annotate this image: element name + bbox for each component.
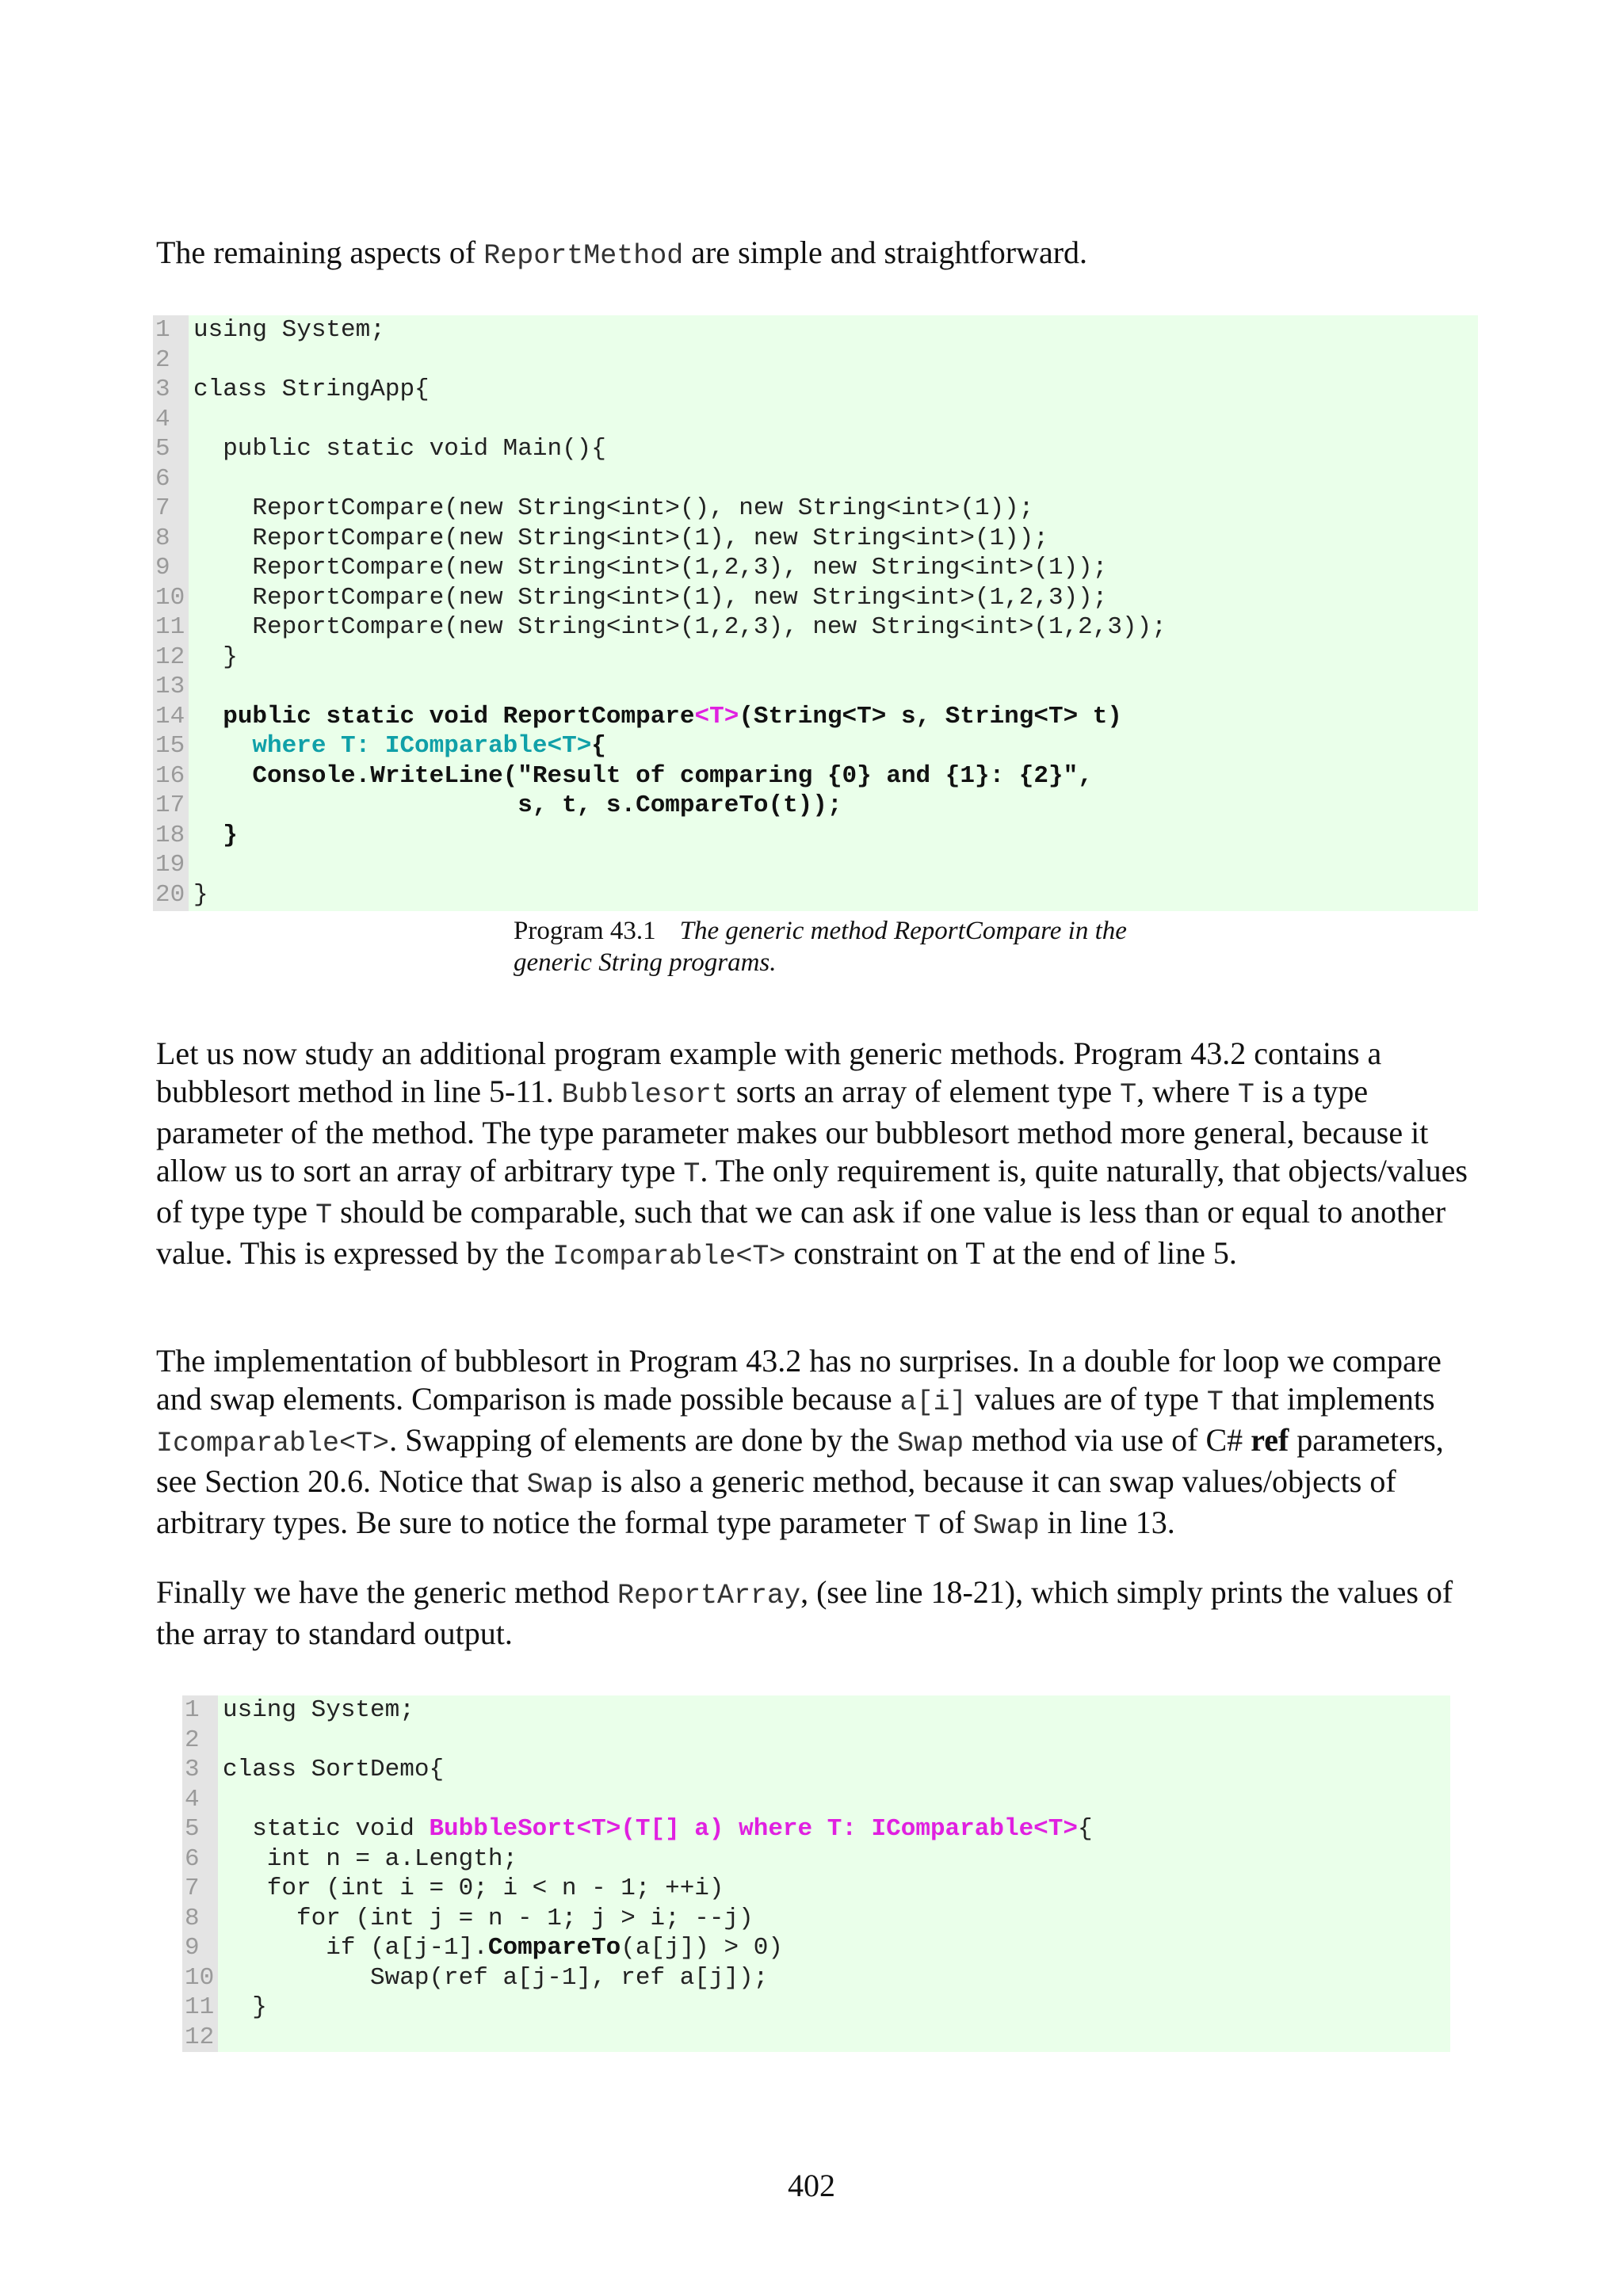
code-token (193, 791, 517, 819)
code-token-bold: (String<T> s, String<T> t) (739, 702, 1123, 730)
inline-code: T (315, 1199, 333, 1231)
code-line (153, 494, 1167, 524)
code-token (193, 822, 223, 849)
code-token: static void (223, 1815, 430, 1843)
paragraph-text: , where (1136, 1074, 1238, 1109)
intro-text-before: The remaining aspects of (156, 235, 484, 270)
code-line (153, 702, 1167, 732)
line-number: 7 (185, 1875, 200, 1902)
code-line (182, 1726, 1093, 1756)
line-number: 8 (155, 524, 170, 552)
line-number: 7 (155, 494, 170, 522)
code-line (182, 1963, 1093, 1993)
code-token: ReportCompare(new String<int>(1,2,3), new String<int>(1,2,3)); (193, 613, 1167, 641)
inline-code: T (683, 1158, 701, 1190)
paragraph-text: of (930, 1505, 973, 1540)
paragraph-text: in line 13. (1039, 1505, 1175, 1540)
code-token: for (int i = 0; i < n - 1; ++i) (223, 1875, 724, 1902)
code-token: (a[j]) > 0) (621, 1934, 783, 1962)
program-caption (514, 915, 1148, 978)
line-number: 18 (155, 821, 185, 849)
code-line (153, 434, 1167, 464)
code-token-bold: { (591, 732, 606, 760)
code-line (182, 1785, 1093, 1815)
code-line (153, 464, 1167, 494)
code-text (189, 732, 606, 760)
inline-code: T (1237, 1079, 1254, 1111)
line-number: 9 (185, 1934, 200, 1962)
code-lines (182, 1695, 1093, 2052)
line-number: 3 (155, 376, 170, 403)
line-number: 6 (155, 464, 170, 493)
code-token: Swap(ref a[j-1], ref a[j]); (223, 1963, 769, 1992)
code-token: for (int j = n - 1; j > i; --j) (223, 1904, 754, 1932)
code-token-magenta: <T> (694, 702, 739, 730)
code-token: using System; (193, 316, 385, 344)
code-text (189, 316, 385, 344)
code-token (193, 732, 252, 760)
line-number: 8 (185, 1904, 200, 1932)
code-line (153, 612, 1167, 643)
inline-code: a[i] (899, 1386, 967, 1418)
line-number: 5 (185, 1815, 200, 1843)
line-number: 2 (185, 1726, 200, 1754)
line-number: 6 (185, 1844, 200, 1873)
code-token-bold: s, t, s.CompareTo(t)); (517, 791, 842, 819)
code-line (153, 761, 1167, 791)
code-line (153, 315, 1167, 345)
paragraph-text: , (see line 18-21), which simply prints the values of the array to standard output. (156, 1574, 1453, 1651)
code-line (153, 643, 1167, 673)
inline-code: Swap (972, 1510, 1040, 1542)
code-line (153, 553, 1167, 583)
paragraph-text: The implementation of bubblesort in Program 43.2 has no surprises. In a double for loop we compare and swap elements. Comparison is made possible because (156, 1343, 1442, 1417)
code-line (153, 880, 1167, 910)
line-number: 4 (155, 405, 170, 433)
code-text (218, 1756, 444, 1783)
code-line (182, 1874, 1093, 1904)
code-text (218, 1875, 724, 1902)
code-text (189, 762, 1093, 790)
code-token: public static void Main(){ (193, 435, 606, 463)
line-number: 1 (155, 316, 170, 344)
code-line (153, 583, 1167, 613)
inline-code: Icomparable<T> (156, 1428, 390, 1459)
code-text (218, 1786, 223, 1814)
intro-text-after: are simple and straightforward. (683, 235, 1088, 270)
line-number: 17 (155, 791, 185, 819)
code-token (193, 762, 252, 790)
code-token: } (193, 880, 208, 909)
inline-code: ReportArray (617, 1580, 801, 1611)
inline-code: Swap (897, 1428, 964, 1459)
code-token-bold: } (223, 821, 238, 849)
code-text (189, 673, 193, 700)
code-line (153, 405, 1167, 435)
code-text (218, 1905, 754, 1932)
code-line (153, 731, 1167, 761)
program-43-2-listing (182, 1695, 1450, 2052)
code-text (189, 584, 1107, 612)
code-line (153, 821, 1167, 851)
code-token: { (1078, 1815, 1093, 1843)
code-text (189, 791, 842, 819)
paragraph-text: that implements (1223, 1381, 1435, 1417)
line-number: 15 (155, 732, 185, 760)
inline-code: Bubblesort (561, 1079, 728, 1111)
code-line (153, 524, 1167, 554)
code-token: int n = a.Length; (223, 1844, 518, 1873)
bold-term: ref (1251, 1422, 1289, 1458)
code-line (182, 2023, 1093, 2053)
line-number: 2 (155, 345, 170, 374)
caption-text: The generic method ReportCompare in the generic String programs. (514, 917, 1127, 977)
code-line (182, 1755, 1093, 1785)
line-number: 19 (155, 851, 185, 879)
inline-code: Icomparable<T> (552, 1241, 786, 1272)
code-lines (153, 315, 1167, 910)
code-token-bold: Console.WriteLine("Result of comparing {0} and {1}: {2}", (252, 761, 1093, 790)
code-token: ReportCompare(new String<int>(1), new String<int>(1,2,3)); (193, 583, 1108, 612)
inline-code: T (1206, 1386, 1224, 1418)
paragraph-text: is also a generic method, because it can swap values/objects of arbitrary types. Be sure to notice the formal type parameter (156, 1463, 1396, 1540)
code-text (189, 376, 430, 403)
paragraph-generic-methods (156, 1035, 1487, 1276)
page-number: 402 (788, 2168, 835, 2203)
code-line (182, 1993, 1093, 2023)
code-text (189, 494, 1033, 522)
code-text (218, 1696, 414, 1724)
line-number: 3 (185, 1756, 200, 1783)
code-text (218, 1845, 517, 1873)
paragraph-text: . Swapping of elements are done by the (389, 1422, 897, 1458)
paragraph-text: Let us now study an additional program example with generic methods. Program 43.2 contains a bubblesort method in line 5-11. (156, 1035, 1382, 1109)
paragraph-report-array (156, 1573, 1487, 1653)
caption-label: Program 43.1 (514, 917, 656, 945)
code-token: if (a[j-1]. (223, 1934, 488, 1962)
code-token: using System; (223, 1696, 414, 1724)
code-token: ReportCompare(new String<int>(), new String<int>(1)); (193, 494, 1034, 522)
code-token: } (223, 1993, 267, 2021)
paragraph-text: sorts an array of element type (727, 1074, 1121, 1109)
code-text (189, 822, 238, 849)
line-number: 11 (155, 613, 185, 641)
code-text (189, 613, 1167, 641)
inline-code: Swap (526, 1469, 594, 1501)
line-number: 20 (155, 880, 185, 909)
line-number: 9 (155, 554, 170, 582)
code-text (189, 643, 238, 671)
code-token: ReportCompare(new String<int>(1), new String<int>(1)); (193, 524, 1048, 552)
code-text (189, 435, 606, 463)
intro-paragraph (156, 234, 1487, 275)
code-line (153, 672, 1167, 702)
code-line (182, 1904, 1093, 1934)
line-number: 13 (155, 673, 185, 700)
line-number: 10 (155, 583, 185, 612)
code-text (189, 703, 1122, 730)
code-text (189, 881, 208, 909)
paragraph-text: parameters, see Section 20.6. Notice that (156, 1422, 1444, 1499)
code-token: class SortDemo{ (223, 1756, 445, 1783)
code-token-bold: CompareTo (487, 1934, 621, 1962)
paragraph-text: is a type parameter of the method. The type parameter makes our bubblesort method more general, because it allow us to sort an array of arbitrary type (156, 1074, 1429, 1188)
code-text (189, 346, 193, 374)
code-text (218, 1726, 223, 1754)
code-line (182, 1814, 1093, 1844)
line-number: 14 (155, 702, 185, 730)
paragraph-implementation (156, 1342, 1487, 1545)
inline-code: T (1120, 1079, 1137, 1111)
code-line (153, 345, 1167, 376)
paragraph-text: values are of type (966, 1381, 1207, 1417)
code-line (153, 791, 1167, 821)
code-token-teal: where T: IComparable<T> (252, 732, 592, 760)
code-line (153, 850, 1167, 880)
code-text (189, 465, 193, 493)
code-text (189, 406, 193, 433)
code-line (153, 375, 1167, 405)
code-token-bold: public static void ReportCompare (223, 702, 695, 730)
code-text (189, 524, 1048, 552)
code-token: } (193, 643, 238, 671)
paragraph-text: constraint on T at the end of line 5. (785, 1235, 1237, 1271)
program-43-1-listing (153, 315, 1478, 911)
code-line (182, 1695, 1093, 1726)
paragraph-text: Finally we have the generic method (156, 1574, 618, 1610)
paragraph-text: should be comparable, such that we can ask if one value is less than or equal to another value. This is expressed by the (156, 1194, 1446, 1271)
code-token: ReportCompare(new String<int>(1,2,3), new String<int>(1)); (193, 554, 1108, 582)
code-line (182, 1933, 1093, 1963)
code-line (182, 1844, 1093, 1875)
line-number: 4 (185, 1785, 200, 1814)
line-number: 11 (185, 1993, 215, 2021)
line-number: 12 (185, 2023, 215, 2051)
code-text (218, 1993, 267, 2021)
paragraph-text: method via use of C# (964, 1422, 1251, 1458)
code-token: class StringApp{ (193, 376, 430, 403)
code-text (218, 1815, 1093, 1843)
code-text (218, 1934, 783, 1962)
code-token (193, 703, 223, 730)
line-number: 16 (155, 761, 185, 790)
code-text (189, 851, 193, 879)
code-token-magenta: BubbleSort<T>(T[] a) where T: IComparable<T> (429, 1815, 1078, 1843)
code-text (218, 2023, 223, 2051)
line-number: 5 (155, 435, 170, 463)
intro-code-reportmethod: ReportMethod (483, 240, 684, 272)
paragraph-text: . The only requirement is, quite naturally, that objects/values of type type (156, 1153, 1468, 1230)
line-number: 1 (185, 1696, 200, 1724)
code-text (218, 1964, 768, 1992)
line-number: 10 (185, 1963, 215, 1992)
inline-code: T (914, 1510, 931, 1542)
code-text (189, 554, 1107, 582)
line-number: 12 (155, 643, 185, 671)
